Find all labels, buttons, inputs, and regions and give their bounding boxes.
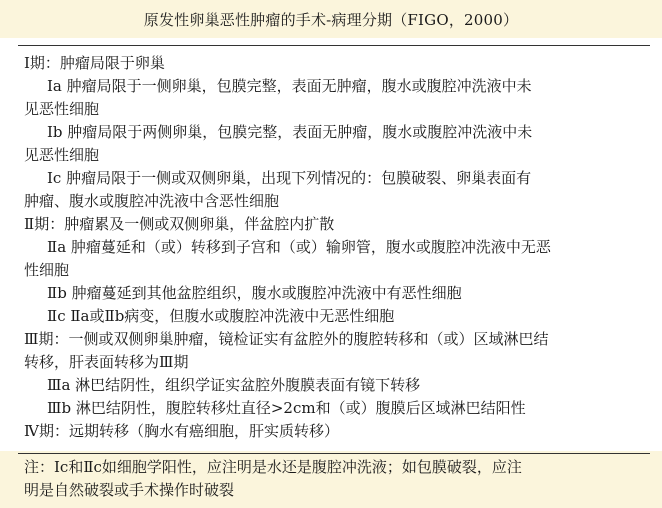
staging-line: 见恶性细胞 bbox=[24, 100, 100, 118]
staging-line: Ⅲa 淋巴结阴性，组织学证实盆腔外腹膜表面有镜下转移 bbox=[47, 376, 421, 394]
bottom-rule bbox=[18, 453, 650, 454]
staging-line: Ⅲb 淋巴结阴性，腹腔转移灶直径>2cm和（或）腹膜后区域淋巴结阳性 bbox=[47, 399, 526, 417]
staging-line: Ⅰa 肿瘤局限于一侧卵巢，包膜完整，表面无肿瘤，腹水或腹腔冲洗液中未 bbox=[47, 77, 532, 95]
top-rule bbox=[18, 45, 650, 46]
note-line: 注：Ⅰc和Ⅱc如细胞学阳性，应注明是水还是腹腔冲洗液；如包膜破裂，应注 bbox=[24, 458, 522, 476]
staging-line: Ⅰ期：肿瘤局限于卵巢 bbox=[24, 54, 165, 72]
staging-line: 性细胞 bbox=[24, 261, 70, 279]
staging-line: 转移，肝表面转移为Ⅲ期 bbox=[24, 353, 189, 371]
staging-line: Ⅱc Ⅱa或Ⅱb病变，但腹水或腹腔冲洗液中无恶性细胞 bbox=[47, 307, 395, 325]
staging-line: 肿瘤、腹水或腹腔冲洗液中含恶性细胞 bbox=[24, 192, 280, 210]
title-bar bbox=[0, 0, 662, 38]
note-line: 明是自然破裂或手术操作时破裂 bbox=[24, 481, 235, 499]
document-title: 原发性卵巢恶性肿瘤的手术-病理分期（FIGO，2000） bbox=[143, 11, 519, 29]
staging-line: Ⅱ期：肿瘤累及一侧或双侧卵巢，伴盆腔内扩散 bbox=[24, 215, 335, 233]
staging-line: Ⅰb 肿瘤局限于两侧卵巢，包膜完整，表面无肿瘤，腹水或腹腔冲洗液中未 bbox=[47, 123, 533, 141]
staging-line: Ⅱa 肿瘤蔓延和（或）转移到子宫和（或）输卵管，腹水或腹腔冲洗液中无恶 bbox=[47, 238, 551, 256]
staging-line: Ⅱb 肿瘤蔓延到其他盆腔组织，腹水或腹腔冲洗液中有恶性细胞 bbox=[47, 284, 462, 302]
staging-line: Ⅳ期：远期转移（胸水有癌细胞，肝实质转移） bbox=[24, 422, 339, 440]
notes bbox=[24, 456, 649, 502]
staging-list bbox=[24, 52, 649, 443]
staging-line: Ⅰc 肿瘤局限于一侧或双侧卵巢，出现下列情况的：包膜破裂、卵巢表面有 bbox=[47, 169, 532, 187]
staging-line: Ⅲ期：一侧或双侧卵巢肿瘤，镜检证实有盆腔外的腹腔转移和（或）区域淋巴结 bbox=[24, 330, 549, 348]
staging-line: 见恶性细胞 bbox=[24, 146, 100, 164]
